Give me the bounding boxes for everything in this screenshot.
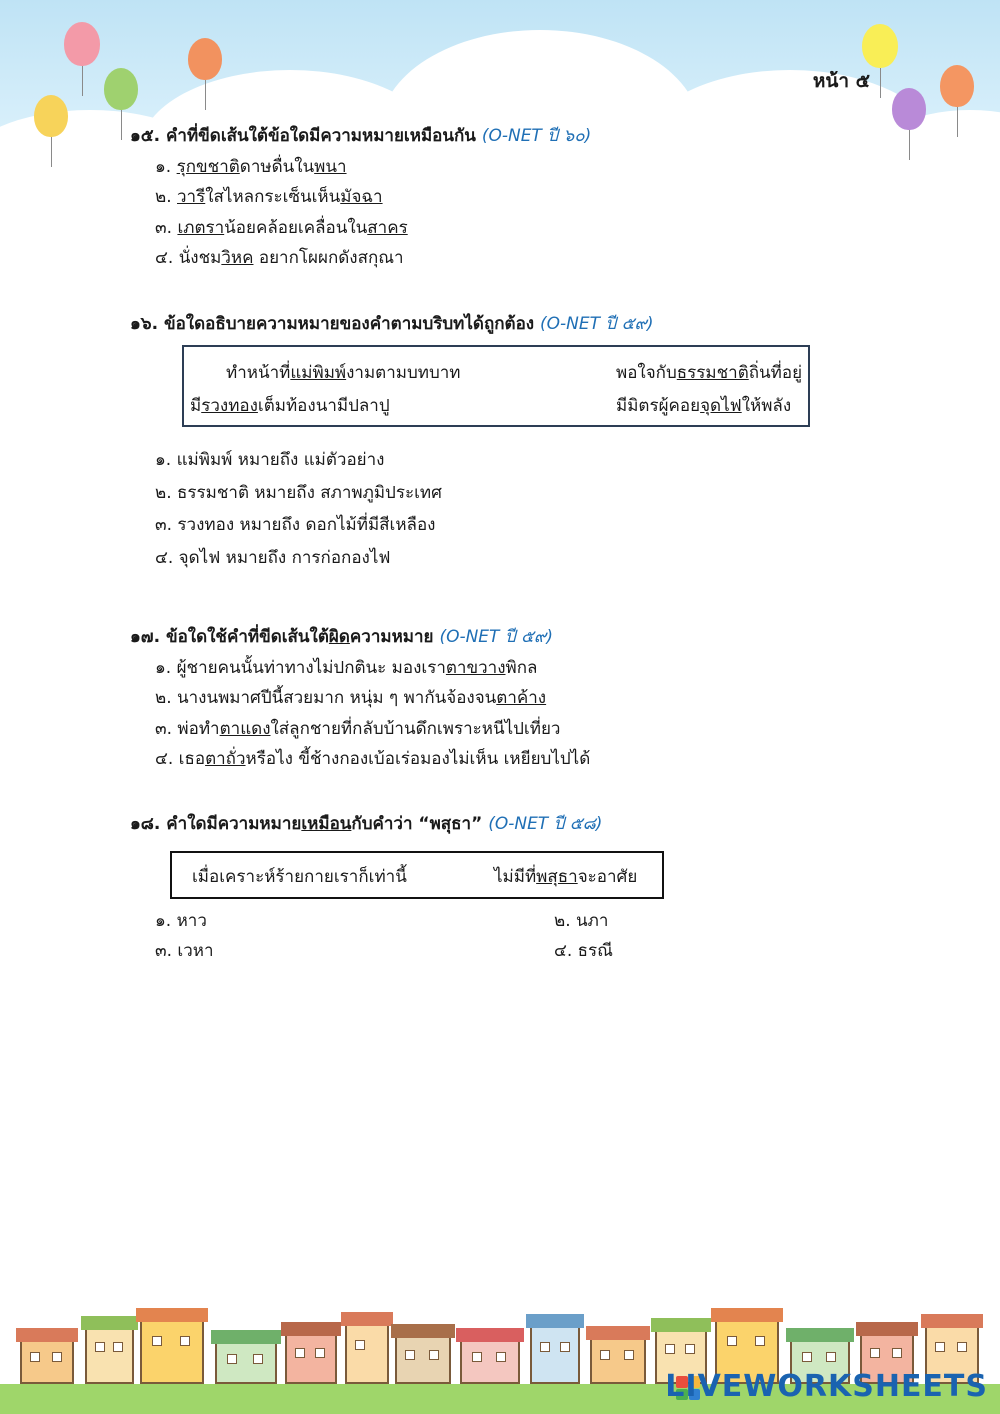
house-icon (395, 1336, 451, 1384)
option-text: พิกล (505, 658, 538, 678)
q15-option-1[interactable] (155, 153, 347, 180)
house-icon (460, 1340, 520, 1384)
option-number: ๔. (155, 248, 179, 268)
q17-option-4[interactable] (155, 745, 590, 772)
underlined-word: สาคร (367, 218, 408, 238)
poem-text: งามตามบทบาท (346, 363, 461, 383)
underlined-word: รวงทอง (201, 396, 258, 416)
option-text: นั่งชม (178, 248, 222, 268)
q16-option-3[interactable]: ๓. รวงทอง หมายถึง ดอกไม้ที่มีสีเหลือง (155, 515, 436, 535)
q15-option-4[interactable] (155, 244, 404, 271)
poem-line (616, 392, 791, 419)
balloon-icon (940, 65, 974, 107)
house-icon (85, 1328, 134, 1384)
q17-option-3[interactable] (155, 715, 560, 742)
q16-option-1[interactable]: ๑. แม่พิมพ์ หมายถึง แม่ตัวอย่าง (155, 450, 385, 470)
q17-option-1[interactable] (155, 654, 537, 681)
q16-option-2[interactable]: ๒. ธรรมชาติ หมายถึง สภาพภูมิประเทศ (155, 483, 442, 503)
option-number: ๒. (155, 187, 178, 207)
underlined-word: ตาขวาง (445, 658, 506, 678)
question-17-title (130, 623, 553, 650)
question-18-title (130, 810, 602, 837)
underlined-word: มัจฉา (340, 187, 383, 207)
house-icon (215, 1342, 277, 1384)
house-icon (285, 1334, 337, 1384)
option-text: ๓. พ่อทำ (155, 719, 220, 739)
underlined-word: แม่พิมพ์ (290, 363, 347, 383)
underlined-word: เหมือน (301, 814, 352, 834)
poem-line (616, 359, 802, 386)
underlined-word: รุกขชาติ (176, 157, 240, 177)
option-text: ดาษดื่นใน (239, 157, 315, 177)
underlined-word: ตาค้าง (496, 688, 547, 708)
poem-text: ทำหน้าที่ (226, 363, 291, 383)
liveworksheets-watermark: LIVEWORKSHEETS (665, 1369, 988, 1404)
question-text: ๑๕. คำที่ขีดเส้นใต้ข้อใดมีความหมายเหมือนกัน (130, 126, 476, 146)
poem-text: เต็มท้องนามีปลาปู (257, 396, 390, 416)
question-15-title (130, 122, 591, 149)
option-text: น้อยคล้อยเคลื่อนใน (224, 218, 368, 238)
house-icon (590, 1338, 646, 1384)
balloon-icon (64, 22, 100, 66)
option-text: หรือไง ขี้ช้างกองเบ้อเร่อมองไม่เห็น เหยียบไปได้ (245, 749, 591, 769)
option-text: ๒. นางนพมาศปีนี้สวยมาก หนุ่ม ๆ พากันจ้องจน (155, 688, 497, 708)
balloon-icon (34, 95, 68, 137)
q18-option-1[interactable]: ๑. หาว (155, 911, 207, 931)
poem-line (190, 392, 390, 419)
underlined-word: พสุธา (536, 867, 578, 887)
question-source: (O-NET ปี ๕๙) (439, 627, 553, 647)
q18-option-3[interactable]: ๓. เวหา (155, 941, 214, 961)
question-text: ๑๘. คำใดมีความหมาย (130, 814, 302, 834)
poem-line (226, 359, 461, 386)
underlined-word: จุดไฟ (700, 396, 742, 416)
poem-line: เมื่อเคราะห์ร้ายกายเราก็เท่านี้ (192, 867, 407, 887)
balloon-icon (104, 68, 138, 110)
q15-option-3[interactable] (155, 214, 408, 241)
underlined-word: พนา (314, 157, 347, 177)
question-text: กับคำว่า “พสุธา” (351, 814, 483, 834)
question-source: (O-NET ปี ๕๙) (540, 314, 654, 334)
question-text: ๑๖. ข้อใดอธิบายความหมายของคำตามบริบทได้ถูกต้อง (130, 314, 535, 334)
question-text: ความหมาย (349, 627, 434, 647)
option-text: ใส่ลูกชายที่กลับบ้านดึกเพราะหนีไปเที่ยว (270, 719, 561, 739)
poem-text: ให้พลัง (741, 396, 792, 416)
poem-text: พอใจกับ (616, 363, 677, 383)
option-number: ๑. (155, 157, 177, 177)
question-source: (O-NET ปี ๖๐) (481, 126, 592, 146)
q16-option-4[interactable]: ๔. จุดไฟ หมายถึง การก่อกองไฟ (155, 548, 391, 568)
underlined-word: ธรรมชาติ (676, 363, 749, 383)
poem-box (182, 345, 810, 427)
poem-text: มีมิตรผู้คอย (616, 396, 701, 416)
poem-text: มี (190, 396, 202, 416)
underlined-word: ตาถั่ว (205, 749, 246, 769)
q15-option-2[interactable] (155, 183, 383, 210)
option-number: ๓. (155, 218, 178, 238)
house-icon (530, 1326, 580, 1384)
underlined-word: วารี (177, 187, 206, 207)
house-icon (345, 1324, 389, 1384)
poem-text: ถิ่นที่อยู่ (748, 363, 803, 383)
poem-text: ไม่มีที่ (494, 867, 537, 887)
poem-text: จะอาศัย (577, 867, 638, 887)
balloon-icon (188, 38, 222, 80)
balloon-icon (862, 24, 898, 68)
underlined-word: วิหค (221, 248, 254, 268)
option-text: ใสไหลกระเซ็นเห็น (205, 187, 341, 207)
poem-box (170, 851, 664, 899)
page-number: หน้า ๕ (812, 70, 870, 92)
q18-option-4[interactable]: ๔. ธรณี (554, 941, 613, 961)
question-text: ๑๗. ข้อใดใช้คำที่ขีดเส้นใต้ (130, 627, 329, 647)
underlined-word: ผิด (328, 627, 350, 647)
option-text: ๔. เธอ (155, 749, 206, 769)
q18-option-2[interactable]: ๒. นภา (554, 911, 609, 931)
question-16-title (130, 310, 654, 337)
question-source: (O-NET ปี ๕๘) (488, 814, 603, 834)
q17-option-2[interactable] (155, 684, 546, 711)
underlined-word: ตาแดง (219, 719, 271, 739)
option-text: อยากโผผกดังสกุณา (253, 248, 404, 268)
house-icon (140, 1320, 204, 1384)
poem-line (494, 863, 637, 890)
balloon-icon (892, 88, 926, 130)
underlined-word: เภตรา (177, 218, 225, 238)
option-text: ๑. ผู้ชายคนนั้นท่าทางไม่ปกตินะ มองเรา (155, 658, 446, 678)
house-icon (20, 1340, 74, 1384)
